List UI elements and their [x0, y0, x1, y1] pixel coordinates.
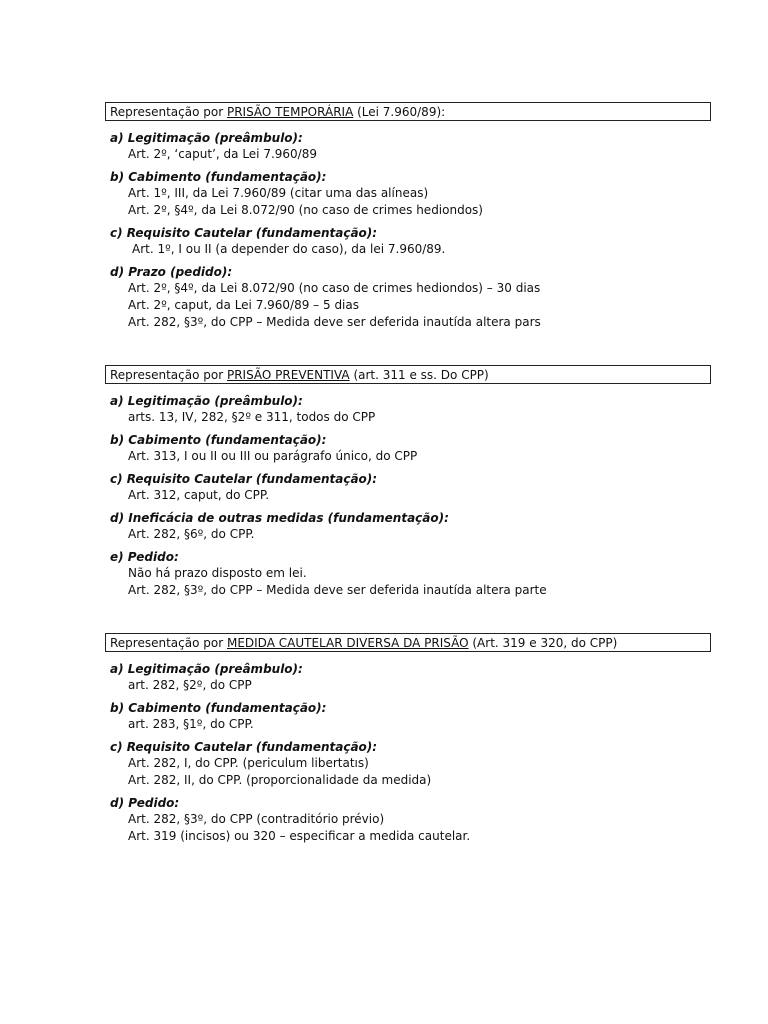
- item-line: Art. 282, §3º, do CPP – Medida deve ser deferida inautı́da altera pars: [128, 315, 541, 329]
- item-line: Art. 282, I, do CPP. (periculum libertatıs): [128, 756, 369, 770]
- item-cabimento: [110, 432, 711, 465]
- item-line: Art. 319 (incisos) ou 320 – especificar a medida cautelar.: [128, 829, 471, 843]
- item-pedido: [110, 795, 711, 845]
- section-title-box: [105, 633, 711, 652]
- item-heading: d) Pedido:: [110, 796, 180, 810]
- item-line: arts. 13, IV, 282, §2º e 311, todos do CPP: [128, 410, 376, 424]
- item-heading: a) Legitimação (preâmbulo):: [110, 131, 303, 145]
- item-line: Art. 2º, §4º, da Lei 8.072/90 (no caso de crimes hediondos): [128, 203, 483, 217]
- section-title-emphasis: PRISÃO PREVENTIVA: [226, 368, 350, 382]
- item-requisito-cautelar: [110, 739, 711, 789]
- item-heading: c) Requisito Cautelar (fundamentação):: [110, 226, 378, 240]
- item-legitimacao: [110, 661, 711, 694]
- item-heading: c) Requisito Cautelar (fundamentação):: [110, 472, 378, 486]
- section-title-suffix: (Art. 319 e 320, do CPP): [468, 636, 618, 650]
- section-prisao-temporaria: [105, 102, 711, 331]
- item-cabimento: [110, 700, 711, 733]
- item-line: Art. 1º, I ou II (a depender do caso), da lei 7.960/89.: [132, 242, 446, 256]
- item-heading: d) Ineficácia de outras medidas (fundamentação):: [110, 511, 449, 525]
- section-medida-cautelar: [105, 633, 711, 845]
- section-title-box: [105, 365, 711, 384]
- item-legitimacao: [110, 393, 711, 426]
- section-title-prefix: Representação por: [110, 105, 227, 119]
- item-ineficacia: [110, 510, 711, 543]
- section-title-suffix: (Lei 7.960/89):: [353, 105, 446, 119]
- item-line: Não há prazo disposto em lei.: [128, 566, 307, 580]
- section-title-suffix: (art. 311 e ss. Do CPP): [349, 368, 489, 382]
- item-line: Art. 2º, §4º, da Lei 8.072/90 (no caso de crimes hediondos) – 30 dias: [128, 281, 541, 295]
- item-line: Art. 282, §3º, do CPP – Medida deve ser deferida inautı́da altera parte: [128, 583, 547, 597]
- item-line: Art. 1º, III, da Lei 7.960/89 (citar uma das alíneas): [128, 186, 429, 200]
- item-cabimento: [110, 169, 711, 219]
- item-heading: a) Legitimação (preâmbulo):: [110, 394, 303, 408]
- item-legitimacao: [110, 130, 711, 163]
- item-heading: b) Cabimento (fundamentação):: [110, 433, 327, 447]
- item-heading: c) Requisito Cautelar (fundamentação):: [110, 740, 378, 754]
- item-requisito-cautelar: [110, 471, 711, 504]
- item-heading: e) Pedido:: [110, 550, 179, 564]
- item-heading: b) Cabimento (fundamentação):: [110, 170, 327, 184]
- item-requisito-cautelar: [110, 225, 711, 258]
- item-heading: d) Prazo (pedido):: [110, 265, 233, 279]
- item-line: Art. 282, II, do CPP. (proporcionalidade da medida): [128, 773, 432, 787]
- section-title-prefix: Representação por: [110, 636, 227, 650]
- item-line: art. 282, §2º, do CPP: [128, 678, 252, 692]
- item-line: art. 283, §1º, do CPP.: [128, 717, 254, 731]
- section-title-emphasis: MEDIDA CAUTELAR DIVERSA DA PRISÃO: [226, 636, 469, 650]
- item-line: Art. 313, I ou II ou III ou parágrafo único, do CPP: [128, 449, 418, 463]
- item-line: Art. 312, caput, do CPP.: [128, 488, 270, 502]
- item-pedido: [110, 549, 711, 599]
- section-title-box: [105, 102, 711, 121]
- item-line: Art. 2º, ‘caput’, da Lei 7.960/89: [128, 147, 317, 161]
- section-title-prefix: Representação por: [110, 368, 227, 382]
- section-prisao-preventiva: [105, 365, 711, 599]
- item-line: Art. 2º, caput, da Lei 7.960/89 – 5 dias: [128, 298, 359, 312]
- item-line: Art. 282, §6º, do CPP.: [128, 527, 255, 541]
- item-prazo: [110, 264, 711, 331]
- item-heading: b) Cabimento (fundamentação):: [110, 701, 327, 715]
- item-line: Art. 282, §3º, do CPP (contraditório prévio): [128, 812, 385, 826]
- section-title-emphasis: PRISÃO TEMPORÁRIA: [226, 105, 354, 119]
- item-heading: a) Legitimação (preâmbulo):: [110, 662, 303, 676]
